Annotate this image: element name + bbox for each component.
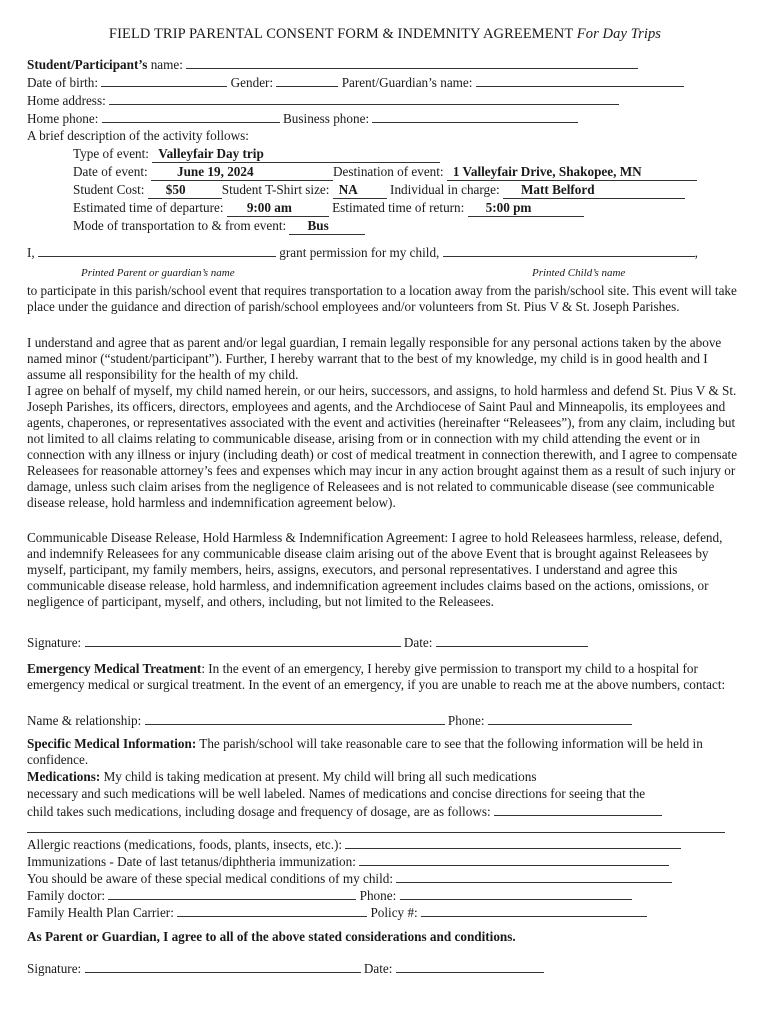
date-field-1[interactable] <box>436 634 588 647</box>
hold-harmless-paragraph: I agree on behalf of myself, my child named herein, or our heirs, successors, and assigns, to hold harmless and defend St. Pius V & St. Joseph Parishes, its officers, directors, employees and agents, and the Archdiocese of Saint Paul and Minneapolis, its employees and agents, chaperones, or representatives associated with the event and activities (hereinafter “Releasees”), from any claim, including but not limited to all claims relating to communicable disease, arising from or in connection with my child attending the event or in connection with any illness or injury (including death) or cost of medical treatment in connection therewith, and I agree to compensate Releasees for reasonable attorney’s fees and expenses which may incur in any action brought against them as a result of such injury or damage, unless such claim arises from the negligence of Releasees and is not related to communicable disease (see communicable disease release, hold harmless and indemnification agreement below). <box>27 383 738 510</box>
activity-intro: A brief description of the activity follows: <box>27 128 249 143</box>
individual-in-charge-value[interactable]: Matt Belford <box>503 182 685 199</box>
conditions-row <box>27 870 672 887</box>
doctor-phone-field[interactable] <box>400 887 632 900</box>
permission-row <box>27 244 698 261</box>
doctor-phone-label: Phone: <box>359 888 397 903</box>
policy-field[interactable] <box>421 904 647 917</box>
family-doctor-row <box>27 887 632 904</box>
business-phone-label: Business phone: <box>283 111 370 126</box>
student-name-label: name: <box>150 57 183 72</box>
date-field-2[interactable] <box>396 960 544 973</box>
immunizations-row <box>27 853 669 870</box>
destination-value[interactable]: 1 Valleyfair Drive, Shakopee, MN <box>447 164 697 181</box>
departure-label: Estimated time of departure: <box>73 200 224 215</box>
signature-field-1[interactable] <box>85 634 401 647</box>
event-date-value[interactable]: June 19, 2024 <box>151 164 333 181</box>
student-label: Student/Participant’s <box>27 57 148 72</box>
transport-label: Mode of transportation to & from event: <box>73 218 287 233</box>
destination-label: Destination of event: <box>333 164 444 179</box>
allergies-row <box>27 836 681 853</box>
allergies-label: Allergic reactions (medications, foods, plants, insects, etc.): <box>27 837 343 852</box>
emergency-contact-row <box>27 712 632 729</box>
allergies-field[interactable] <box>345 836 681 849</box>
return-label: Estimated time of return: <box>332 200 465 215</box>
medical-info-paragraph <box>27 736 742 768</box>
event-type-value[interactable]: Valleyfair Day trip <box>152 146 440 163</box>
immunizations-field[interactable] <box>359 853 669 866</box>
student-name-row <box>27 56 638 73</box>
medications-line-3 <box>27 803 662 820</box>
medications-extra-row <box>27 820 725 837</box>
conditions-field[interactable] <box>396 870 672 883</box>
guardian-label: Parent/Guardian’s name: <box>341 75 473 90</box>
signature-row-2 <box>27 960 544 977</box>
permission-comma: , <box>694 245 698 260</box>
signature-label-2: Signature: <box>27 961 82 976</box>
address-label: Home address: <box>27 93 106 108</box>
medical-text: The parish/school will take reasonable care to see that the following information will be held in confidence. <box>27 736 703 767</box>
family-doctor-field[interactable] <box>108 887 356 900</box>
form-title <box>0 26 770 42</box>
event-date-row <box>73 164 697 181</box>
medical-heading: Specific Medical Information: <box>27 736 197 751</box>
signature-field-2[interactable] <box>85 960 361 973</box>
signature-row-1 <box>27 634 588 651</box>
emergency-text: : In the event of an emergency, I hereby give permission to transport my child to a hospital for emergency medical or surgical treatment. In the event of an emergency, if you are unable to reach me at the above numbers, contact: <box>27 661 726 692</box>
form-title-main: FIELD TRIP PARENTAL CONSENT FORM & INDEMNITY AGREEMENT <box>108 26 574 42</box>
departure-value[interactable]: 9:00 am <box>227 200 329 217</box>
date-label-2: Date: <box>363 961 393 976</box>
business-phone-field[interactable] <box>372 110 578 123</box>
emergency-name-field[interactable] <box>145 712 445 725</box>
event-type-row <box>73 146 440 163</box>
health-plan-field[interactable] <box>177 904 367 917</box>
cost-row <box>73 182 685 199</box>
event-date-label: Date of event: <box>73 164 148 179</box>
form-title-subtitle: For Day Trips <box>576 26 662 42</box>
medications-text-1: My child is taking medication at present. My child will bring all such medications <box>100 769 537 784</box>
family-doctor-label: Family doctor: <box>27 888 106 903</box>
student-name-field[interactable] <box>186 56 638 69</box>
guardian-name-field[interactable] <box>476 74 684 87</box>
health-plan-label: Family Health Plan Carrier: <box>27 905 174 920</box>
child-printed-name-field[interactable] <box>443 244 695 257</box>
address-row <box>27 92 619 109</box>
emergency-heading: Emergency Medical Treatment <box>27 661 202 676</box>
permission-i-label: I, <box>27 245 35 260</box>
signature-label-1: Signature: <box>27 635 82 650</box>
date-label-1: Date: <box>403 635 433 650</box>
phone-row <box>27 110 578 127</box>
student-cost-label: Student Cost: <box>73 182 145 197</box>
emergency-name-label: Name & relationship: <box>27 713 142 728</box>
emergency-paragraph <box>27 661 742 693</box>
transport-value[interactable]: Bus <box>289 218 365 235</box>
medications-heading: Medications: <box>27 769 101 784</box>
conditions-label: You should be aware of these special medical conditions of my child: <box>27 871 393 886</box>
home-phone-label: Home phone: <box>27 111 99 126</box>
dob-label: Date of birth: <box>27 75 99 90</box>
responsibility-paragraph: I understand and agree that as parent and/or legal guardian, I remain legally responsible for any personal actions taken by the above named minor (“student/participant”). Further, I hereby warrant that to the best of my knowledge, my child is in good health and I assume all responsibility for the health of my child. <box>27 335 722 382</box>
transport-row <box>73 218 365 235</box>
student-cost-value[interactable]: $50 <box>148 182 222 199</box>
times-row <box>73 200 584 217</box>
tshirt-label: Student T-Shirt size: <box>221 182 330 197</box>
grant-permission-text: grant permission for my child, <box>279 245 440 260</box>
dob-field[interactable] <box>101 74 227 87</box>
return-value[interactable]: 5:00 pm <box>468 200 584 217</box>
immunizations-label: Immunizations - Date of last tetanus/diphtheria immunization: <box>27 854 356 869</box>
closing-statement: As Parent or Guardian, I agree to all of the above stated considerations and conditions. <box>27 929 516 944</box>
medications-field[interactable] <box>494 803 662 816</box>
gender-field[interactable] <box>276 74 338 87</box>
address-field[interactable] <box>109 92 619 105</box>
individual-in-charge-label: Individual in charge: <box>390 182 500 197</box>
medications-text-3: child takes such medications, including dosage and frequency of dosage, are as follows: <box>27 804 491 819</box>
dob-row <box>27 74 684 91</box>
event-type-label: Type of event: <box>73 146 149 161</box>
medications-line-2: necessary and such medications will be well labeled. Names of medications and concise directions for seeing that the <box>27 786 646 801</box>
medications-field-extra[interactable] <box>27 820 725 833</box>
policy-label: Policy #: <box>370 905 418 920</box>
health-plan-row <box>27 904 647 921</box>
participate-paragraph: to participate in this parish/school event that requires transportation to a location away from the parish/school site. This event will take place under the guidance and direction of parish/school employees and/or volunteers from St. Pius V & St. Joseph Parishes. <box>27 283 737 314</box>
medications-line-1 <box>27 769 536 785</box>
tshirt-value[interactable]: NA <box>333 182 387 199</box>
home-phone-field[interactable] <box>102 110 280 123</box>
parent-name-caption: Printed Parent or guardian’s name <box>81 267 235 279</box>
emergency-phone-field[interactable] <box>488 712 632 725</box>
emergency-phone-label: Phone: <box>447 713 485 728</box>
parent-printed-name-field[interactable] <box>38 244 276 257</box>
gender-label: Gender: <box>230 75 274 90</box>
communicable-disease-paragraph: Communicable Disease Release, Hold Harmless & Indemnification Agreement: I agree to hold Releasees harmless, release, defend, and indemnify Releasees for any communicable disease claim arising out of the above Event that is brought against Releasees by myself, participant, my family members, heirs, assigns, executors, and personal representatives. I understand and agree this communicable disease release, hold harmless, and indemnification agreement includes claims based on the actions, omissions, or negligence of participant, myself, and others, including, but not limited to the Releasees. <box>27 530 723 609</box>
child-name-caption: Printed Child’s name <box>532 267 626 279</box>
